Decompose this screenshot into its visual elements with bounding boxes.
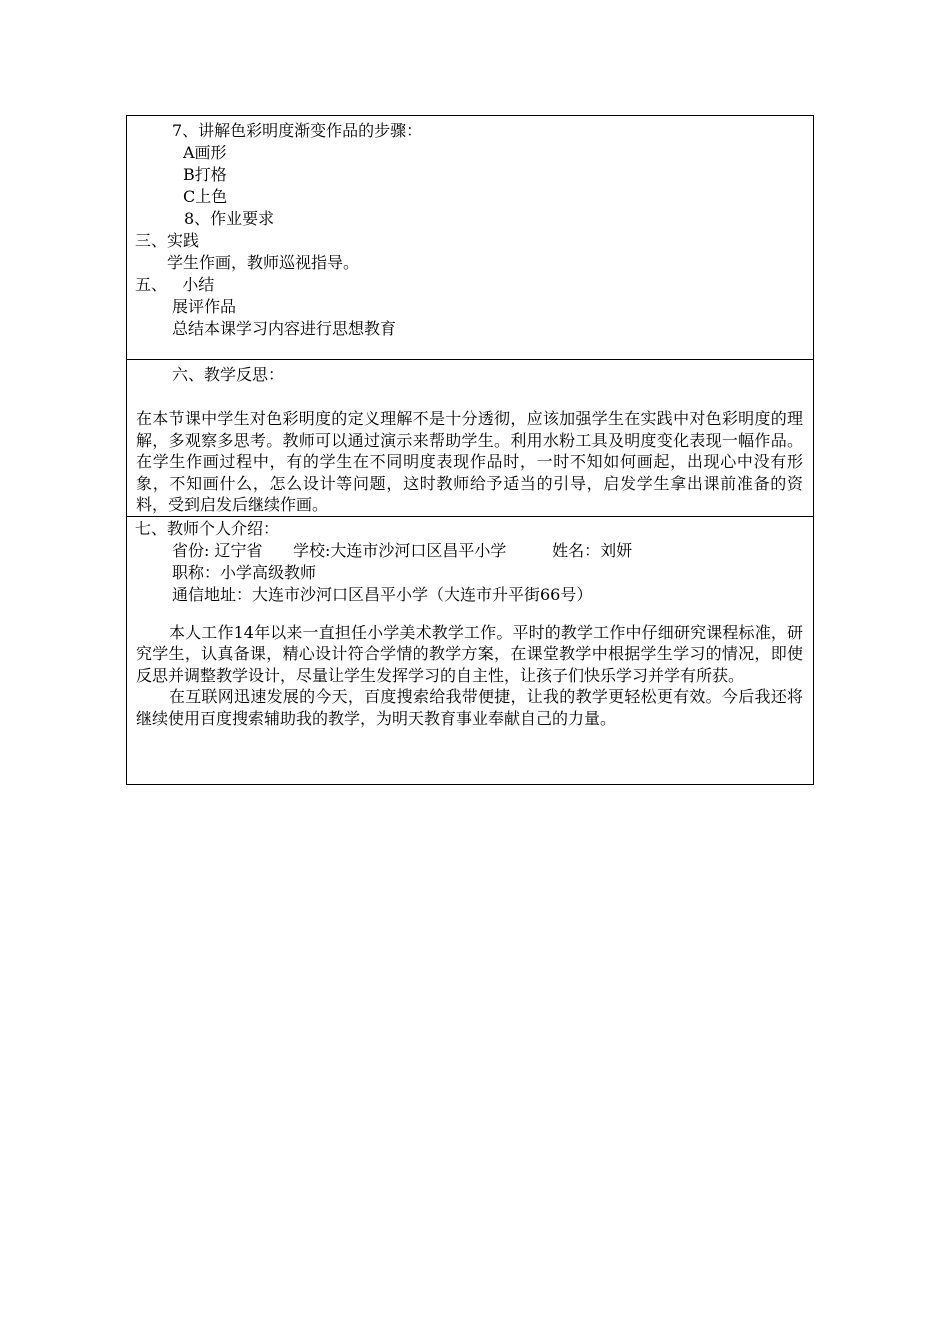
summary-item-exhibit: 展评作品 xyxy=(172,297,237,316)
intro-paragraph-1: 本人工作14年以来一直担任小学美术教学工作。平时的教学工作中仔细研究课程标准，研究学生，认真备课，精心设计符合学情的教学方案，在课堂教学中根据学生学习的情况，即使反思并调整教学设计，尽量让学生发挥学习的自主性，让孩子们快乐学习并学有所获。 xyxy=(136,622,803,685)
practice-text: 学生作画，教师巡视指导。 xyxy=(167,253,360,272)
intro-paragraph-2: 在互联网迅速发展的今天，百度搜索给我带便捷，让我的教学更轻松更有效。今后我还将继续使用百度搜索辅助我的教学，为明天教育事业奉献自己的力量。 xyxy=(136,687,803,728)
practice-heading: 三、实践 xyxy=(135,231,200,250)
reflection-cell xyxy=(127,360,814,517)
step-7-line: 7、讲解色彩明度渐变作品的步骤： xyxy=(172,121,423,140)
step-b-line: B打格 xyxy=(183,165,227,184)
address-line: 通信地址：大连市沙河口区昌平小学（大连市升平街66号） xyxy=(172,584,593,604)
summary-item-review: 总结本课学习内容进行思想教育 xyxy=(172,319,397,338)
intro-heading: 七、教师个人介绍： xyxy=(135,518,280,538)
step-8-line: 8、作业要求 xyxy=(184,209,275,228)
lesson-steps-cell xyxy=(127,116,814,360)
reflection-heading: 六、教学反思： xyxy=(172,365,285,384)
province-school-name-line: 省份: 辽宁省 学校:大连市沙河口区昌平小学 姓名：刘妍 xyxy=(172,540,633,560)
teacher-intro-cell xyxy=(127,516,814,784)
step-a-line: A画形 xyxy=(183,143,227,162)
job-title-line: 职称：小学高级教师 xyxy=(172,562,317,582)
lesson-plan-table xyxy=(126,115,814,785)
summary-heading: 五、 小结 xyxy=(135,275,215,294)
reflection-body: 在本节课中学生对色彩明度的定义理解不是十分透彻，应该加强学生在实践中对色彩明度的理解，多观察多思考。教师可以通过演示来帮助学生。利用水粉工具及明度变化表现一幅作品。在学生作画过程中，有的学生在不同明度表现作品时，一时不知如何画起，出现心中没有形象，不知画什么，怎么设计等问题，这时教师给予适当的引导，启发学生拿出课前准备的资料，受到启发后继续作画。 xyxy=(136,409,803,514)
step-c-line: C上色 xyxy=(183,187,228,206)
